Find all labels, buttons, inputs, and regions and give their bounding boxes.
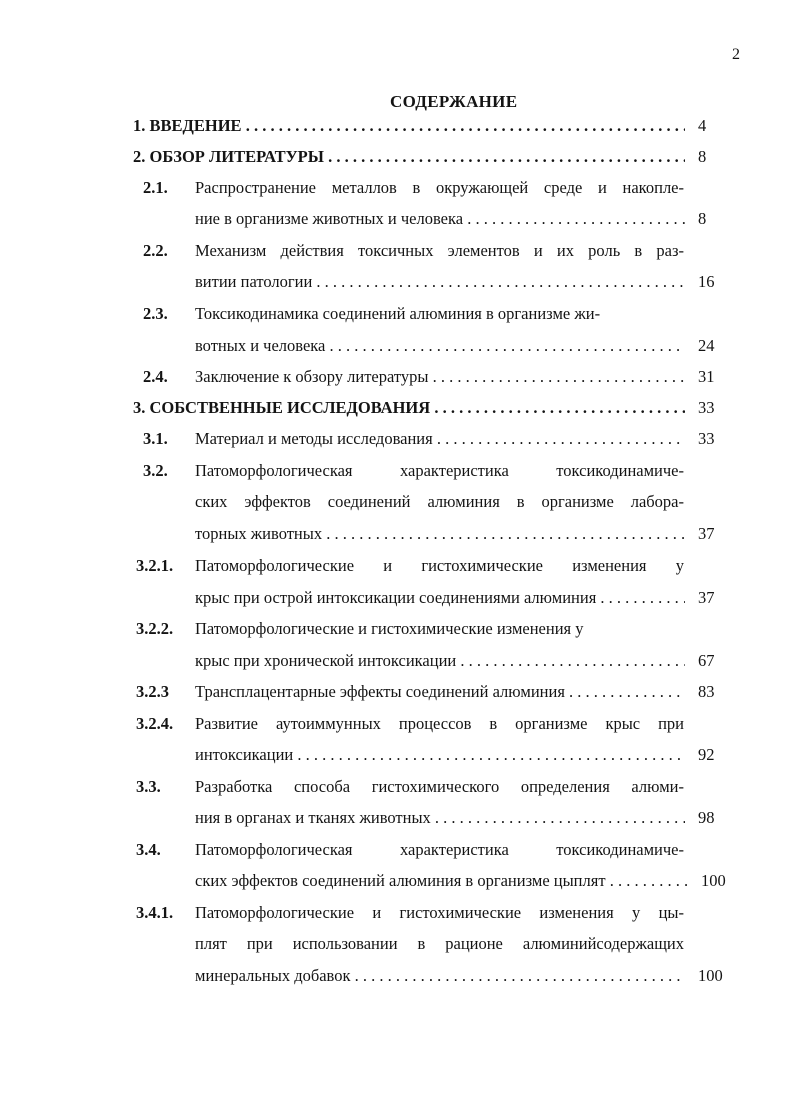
toc-entry-title: Распространение металлов в окружающей среде и накопле- xyxy=(195,178,684,197)
toc-entry-3-2-cont xyxy=(0,492,797,520)
toc-entry-title: Механизм действия токсичных элементов и их роль в раз- xyxy=(195,241,684,260)
toc-entry-2-2 xyxy=(0,241,797,269)
toc-entry-title: ние в организме животных и человека . . . xyxy=(195,209,685,229)
toc-entry-page: 100 xyxy=(701,871,726,890)
toc-entry-3-4-1-cont2 xyxy=(0,966,797,994)
toc-entry-title: 3. СОБСТВЕННЫЕ ИССЛЕДОВАНИЯ . . . xyxy=(133,398,685,418)
toc-entry-number: 3.2.4. xyxy=(136,714,174,733)
toc-entry-title: минеральных добавок . . . xyxy=(195,966,685,986)
toc-entry-title: плят при использовании в рационе алюминийсодержащих xyxy=(195,934,684,953)
toc-entry-page: 33 xyxy=(698,398,715,417)
toc-entry-title: торных животных . . . xyxy=(195,524,685,544)
toc-entry-page: 24 xyxy=(698,336,715,355)
toc-entry-number: 3.4. xyxy=(136,840,161,859)
toc-entry-title: ния в органах и тканях животных . . . xyxy=(195,808,685,828)
toc-entry-3-2-3 xyxy=(0,682,797,710)
toc-entry-page: 37 xyxy=(698,588,715,607)
toc-entry-title: крыс при хронической интоксикации . . . xyxy=(195,651,685,671)
toc-entry-page: 8 xyxy=(698,147,707,166)
toc-entry-title: крыс при острой интоксикации соединениями алюминия . . . xyxy=(195,588,685,608)
toc-entry-2-1-cont xyxy=(0,209,797,237)
toc-entry-number: 2.3. xyxy=(143,304,168,323)
toc-entry-title: вотных и человека . . . xyxy=(195,336,685,356)
toc-entry-number: 3.3. xyxy=(136,777,161,796)
toc-entry-page: 33 xyxy=(698,429,715,448)
toc-entry-3-2-cont2 xyxy=(0,524,797,552)
toc-entry-2-3 xyxy=(0,304,797,332)
toc-entry-2-2-cont xyxy=(0,272,797,300)
toc-entry-number: 3.4.1. xyxy=(136,903,174,922)
toc-entry-number: 2.4. xyxy=(143,367,168,386)
toc-entry-3-2-4-cont xyxy=(0,745,797,773)
toc-entry-page: 67 xyxy=(698,651,715,670)
page-number: 2 xyxy=(732,46,740,63)
toc-entry-title: Патоморфологические и гистохимические изменения у xyxy=(195,619,584,638)
toc-entry-title: Патоморфологическая характеристика токсикодинамиче- xyxy=(195,461,684,480)
toc-entry-3-2-2 xyxy=(0,619,797,647)
toc-entry-title: витии патологии . . . xyxy=(195,272,685,292)
toc-entry-title: 1. ВВЕДЕНИЕ . . . xyxy=(133,116,685,136)
toc-entry-title: Патоморфологическая характеристика токсикодинамиче- xyxy=(195,840,684,859)
toc-entry-page: 8 xyxy=(698,209,707,228)
toc-entry-3-2-4 xyxy=(0,714,797,742)
toc-entry-3-4-1 xyxy=(0,903,797,931)
toc-entry-3-2 xyxy=(0,461,797,489)
toc-entry-2-4 xyxy=(0,367,797,395)
toc-entry-title: Токсикодинамика соединений алюминия в организме жи- xyxy=(195,304,601,323)
toc-entry-2-3-cont xyxy=(0,336,797,364)
toc-entry-3-2-1-cont xyxy=(0,588,797,616)
toc-entry-number: 3.2.1. xyxy=(136,556,174,575)
toc-entry-3-1 xyxy=(0,429,797,457)
toc-entry-title: Трансплацентарные эффекты соединений алюминия . . . xyxy=(195,682,685,702)
toc-entry-3-2-1 xyxy=(0,556,797,584)
toc-entry-literature-review xyxy=(0,147,797,175)
toc-entry-title: Патоморфологические и гистохимические изменения у цы- xyxy=(195,903,684,922)
toc-entry-title: 2. ОБЗОР ЛИТЕРАТУРЫ . . . xyxy=(133,147,685,167)
toc-entry-3-3 xyxy=(0,777,797,805)
toc-entry-3-4-cont xyxy=(0,871,797,899)
page-title: СОДЕРЖАНИЕ xyxy=(390,92,518,111)
toc-entry-3-4 xyxy=(0,840,797,868)
toc-entry-title: Материал и методы исследования . . . xyxy=(195,429,685,449)
toc-entry-number: 3.2. xyxy=(143,461,168,480)
toc-entry-own-research xyxy=(0,398,797,426)
toc-entry-2-1 xyxy=(0,178,797,206)
toc-entry-page: 100 xyxy=(698,966,723,985)
toc-entry-page: 31 xyxy=(698,367,715,386)
toc-entry-title: Разработка способа гистохимического определения алюми- xyxy=(195,777,684,796)
toc-entry-title: ских эффектов соединений алюминия в организме лабора- xyxy=(195,492,684,511)
toc-entry-number: 3.1. xyxy=(143,429,168,448)
toc-entry-3-3-cont xyxy=(0,808,797,836)
toc-entry-page: 4 xyxy=(698,116,707,135)
toc-entry-title: Заключение к обзору литературы . . . xyxy=(195,367,685,387)
toc-entry-title: ских эффектов соединений алюминия в организме цыплят . . . xyxy=(195,871,688,891)
toc-entry-number: 3.2.3 xyxy=(136,682,169,701)
toc-entry-page: 98 xyxy=(698,808,715,827)
toc-entry-page: 92 xyxy=(698,745,715,764)
toc-entry-title: Патоморфологические и гистохимические изменения у xyxy=(195,556,684,575)
toc-entry-page: 83 xyxy=(698,682,715,701)
toc-entry-3-4-1-cont xyxy=(0,934,797,962)
toc-entry-number: 3.2.2. xyxy=(136,619,174,638)
toc-entry-number: 2.1. xyxy=(143,178,168,197)
toc-entry-number: 2.2. xyxy=(143,241,168,260)
toc-entry-title: интоксикации . . . xyxy=(195,745,685,765)
toc-entry-page: 37 xyxy=(698,524,715,543)
toc-entry-title: Развитие аутоиммунных процессов в организме крыс при xyxy=(195,714,684,733)
toc-entry-introduction xyxy=(0,116,797,144)
toc-entry-3-2-2-cont xyxy=(0,651,797,679)
toc-entry-page: 16 xyxy=(698,272,715,291)
